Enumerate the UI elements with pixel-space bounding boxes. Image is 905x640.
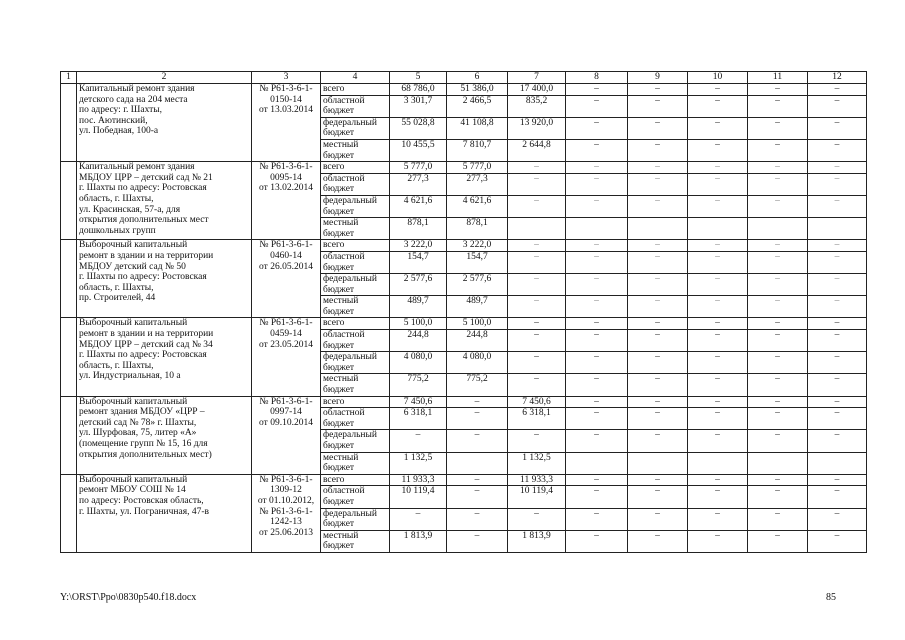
value-col-10: – xyxy=(688,508,748,530)
value-col-10: – xyxy=(688,173,748,195)
value-col-5: 489,7 xyxy=(390,296,447,318)
value-col-11: – xyxy=(748,251,808,273)
value-col-10 xyxy=(688,218,748,240)
value-col-9: – xyxy=(628,274,688,296)
value-col-10: – xyxy=(688,474,748,486)
value-col-5: 11 933,3 xyxy=(390,474,447,486)
value-col-12: – xyxy=(808,486,867,508)
value-col-10: – xyxy=(688,139,748,161)
value-col-6: 4 621,6 xyxy=(447,195,508,217)
value-col-8: – xyxy=(566,430,628,452)
value-col-9 xyxy=(628,452,688,474)
value-col-12: – xyxy=(808,84,867,96)
funding-source: федеральный бюджет xyxy=(321,195,390,217)
value-col-7: 835,2 xyxy=(508,95,566,117)
document-reference: № Р61-3-6-1- 0460-14 от 26.05.2014 xyxy=(252,240,321,318)
value-col-7: – xyxy=(508,173,566,195)
value-col-9: – xyxy=(628,240,688,252)
value-col-7: 1 813,9 xyxy=(508,530,566,552)
value-col-12: – xyxy=(808,173,867,195)
row-index-cell xyxy=(61,240,77,318)
value-col-7: 7 450,6 xyxy=(508,396,566,408)
value-col-6: 5 100,0 xyxy=(447,318,508,330)
column-header: 7 xyxy=(508,72,566,84)
value-col-12 xyxy=(808,218,867,240)
value-col-9: – xyxy=(628,251,688,273)
value-col-9: – xyxy=(628,139,688,161)
value-col-5: 10 119,4 xyxy=(390,486,447,508)
value-col-7: – xyxy=(508,296,566,318)
object-description: Выборочный капитальный ремонт МБОУ СОШ № 14 по адресу: Ростовская область, г. Шахты, ул. Пограничная, 47-в xyxy=(77,474,252,552)
column-header: 12 xyxy=(808,72,867,84)
funding-source: областной бюджет xyxy=(321,95,390,117)
funding-source: местный бюджет xyxy=(321,530,390,552)
value-col-9: – xyxy=(628,296,688,318)
value-col-5: 775,2 xyxy=(390,374,447,396)
value-col-5: 55 028,8 xyxy=(390,117,447,139)
value-col-6: 41 108,8 xyxy=(447,117,508,139)
column-header: 6 xyxy=(447,72,508,84)
value-col-5: 10 455,5 xyxy=(390,139,447,161)
table-row xyxy=(61,474,867,486)
column-header: 8 xyxy=(566,72,628,84)
table-row xyxy=(61,318,867,330)
value-col-8: – xyxy=(566,330,628,352)
value-col-12: – xyxy=(808,318,867,330)
row-index-cell xyxy=(61,162,77,240)
value-col-8: – xyxy=(566,251,628,273)
value-col-8 xyxy=(566,218,628,240)
funding-source: федеральный бюджет xyxy=(321,352,390,374)
value-col-11: – xyxy=(748,486,808,508)
value-col-12: – xyxy=(808,95,867,117)
value-col-7: – xyxy=(508,251,566,273)
value-col-12: – xyxy=(808,396,867,408)
funding-source: федеральный бюджет xyxy=(321,274,390,296)
value-col-11: – xyxy=(748,330,808,352)
value-col-5: 3 222,0 xyxy=(390,240,447,252)
value-col-5: 244,8 xyxy=(390,330,447,352)
value-col-6: – xyxy=(447,474,508,486)
object-description: Выборочный капитальный ремонт здания МБДОУ «ЦРР – детский сад № 78» г. Шахты, ул. Шурфовая, 75, литер «А» (помещение групп № 15, 16 для открытия дополнительных мест) xyxy=(77,396,252,474)
column-header: 3 xyxy=(252,72,321,84)
value-col-12: – xyxy=(808,162,867,174)
column-header: 4 xyxy=(321,72,390,84)
value-col-12: – xyxy=(808,274,867,296)
value-col-10: – xyxy=(688,95,748,117)
value-col-9: – xyxy=(628,486,688,508)
value-col-8: – xyxy=(566,240,628,252)
value-col-7 xyxy=(508,218,566,240)
value-col-12: – xyxy=(808,195,867,217)
value-col-12: – xyxy=(808,430,867,452)
document-reference: № Р61-3-6-1- 0997-14 от 09.10.2014 xyxy=(252,396,321,474)
funding-source: областной бюджет xyxy=(321,251,390,273)
column-header: 11 xyxy=(748,72,808,84)
value-col-5: 277,3 xyxy=(390,173,447,195)
value-col-7: 11 933,3 xyxy=(508,474,566,486)
value-col-12: – xyxy=(808,474,867,486)
value-col-9: – xyxy=(628,408,688,430)
value-col-8: – xyxy=(566,352,628,374)
table-row xyxy=(61,84,867,96)
value-col-9: – xyxy=(628,84,688,96)
value-col-11: – xyxy=(748,274,808,296)
value-col-6: 2 577,6 xyxy=(447,274,508,296)
value-col-10: – xyxy=(688,530,748,552)
value-col-9: – xyxy=(628,195,688,217)
value-col-6: 878,1 xyxy=(447,218,508,240)
value-col-11: – xyxy=(748,139,808,161)
funding-source: областной бюджет xyxy=(321,486,390,508)
value-col-9: – xyxy=(628,117,688,139)
value-col-9: – xyxy=(628,173,688,195)
value-col-8 xyxy=(566,452,628,474)
value-col-6: – xyxy=(447,396,508,408)
table-row xyxy=(61,162,867,174)
page-number: 85 xyxy=(826,592,836,603)
value-col-10: – xyxy=(688,318,748,330)
value-col-7: – xyxy=(508,508,566,530)
value-col-7: 17 400,0 xyxy=(508,84,566,96)
value-col-5: 3 301,7 xyxy=(390,95,447,117)
value-col-11: – xyxy=(748,173,808,195)
value-col-9: – xyxy=(628,396,688,408)
column-header: 2 xyxy=(77,72,252,84)
value-col-9: – xyxy=(628,530,688,552)
value-col-11: – xyxy=(748,396,808,408)
funding-source: всего xyxy=(321,318,390,330)
value-col-8: – xyxy=(566,173,628,195)
value-col-9: – xyxy=(628,374,688,396)
value-col-5: 5 777,0 xyxy=(390,162,447,174)
value-col-12: – xyxy=(808,296,867,318)
value-col-5: 1 132,5 xyxy=(390,452,447,474)
value-col-10 xyxy=(688,452,748,474)
object-description: Капитальный ремонт здания МБДОУ ЦРР – детский сад № 21 г. Шахты по адресу: Ростовская область, г. Шахты, ул. Красинская, 57-а, для открытия дополнительных мест дошкольных групп xyxy=(77,162,252,240)
column-header: 5 xyxy=(390,72,447,84)
column-header: 10 xyxy=(688,72,748,84)
value-col-5: – xyxy=(390,508,447,530)
value-col-7: 2 644,8 xyxy=(508,139,566,161)
value-col-6: 244,8 xyxy=(447,330,508,352)
funding-source: областной бюджет xyxy=(321,330,390,352)
value-col-11: – xyxy=(748,474,808,486)
value-col-6: – xyxy=(447,508,508,530)
funding-source: местный бюджет xyxy=(321,296,390,318)
value-col-8: – xyxy=(566,95,628,117)
column-header: 9 xyxy=(628,72,688,84)
value-col-5: 878,1 xyxy=(390,218,447,240)
value-col-8: – xyxy=(566,396,628,408)
table-row xyxy=(61,396,867,408)
value-col-8: – xyxy=(566,296,628,318)
value-col-11: – xyxy=(748,318,808,330)
value-col-10: – xyxy=(688,486,748,508)
value-col-11 xyxy=(748,452,808,474)
value-col-10: – xyxy=(688,374,748,396)
value-col-11: – xyxy=(748,408,808,430)
funding-source: федеральный бюджет xyxy=(321,430,390,452)
value-col-6: – xyxy=(447,486,508,508)
value-col-10: – xyxy=(688,274,748,296)
value-col-10: – xyxy=(688,296,748,318)
value-col-8: – xyxy=(566,486,628,508)
value-col-5: 7 450,6 xyxy=(390,396,447,408)
funding-source: местный бюджет xyxy=(321,452,390,474)
value-col-12: – xyxy=(808,240,867,252)
value-col-10: – xyxy=(688,430,748,452)
object-description: Выборочный капитальный ремонт в здании и на территории МБДОУ детский сад № 50 г. Шахты по адресу: Ростовская область, г. Шахты, пр. Строителей, 44 xyxy=(77,240,252,318)
value-col-12: – xyxy=(808,117,867,139)
value-col-11: – xyxy=(748,195,808,217)
value-col-11 xyxy=(748,218,808,240)
object-description: Капитальный ремонт здания детского сада на 204 места по адресу: г. Шахты, пос. Аютинский, ул. Победная, 100-а xyxy=(77,84,252,162)
value-col-12: – xyxy=(808,330,867,352)
funding-source: всего xyxy=(321,162,390,174)
value-col-5: 4 080,0 xyxy=(390,352,447,374)
value-col-9: – xyxy=(628,95,688,117)
value-col-9: – xyxy=(628,430,688,452)
value-col-8: – xyxy=(566,195,628,217)
value-col-10: – xyxy=(688,162,748,174)
value-col-12: – xyxy=(808,374,867,396)
funding-source: местный бюджет xyxy=(321,374,390,396)
value-col-12 xyxy=(808,452,867,474)
value-col-5: 1 813,9 xyxy=(390,530,447,552)
value-col-8: – xyxy=(566,84,628,96)
value-col-10: – xyxy=(688,251,748,273)
value-col-12: – xyxy=(808,251,867,273)
value-col-11: – xyxy=(748,430,808,452)
header-row xyxy=(61,72,867,84)
value-col-10: – xyxy=(688,330,748,352)
value-col-9: – xyxy=(628,318,688,330)
value-col-11: – xyxy=(748,508,808,530)
value-col-7: – xyxy=(508,430,566,452)
value-col-6: 3 222,0 xyxy=(447,240,508,252)
document-reference: № Р61-3-6-1- 0459-14 от 23.05.2014 xyxy=(252,318,321,396)
value-col-11: – xyxy=(748,84,808,96)
value-col-6 xyxy=(447,452,508,474)
value-col-6: 2 466,5 xyxy=(447,95,508,117)
value-col-6: 5 777,0 xyxy=(447,162,508,174)
value-col-6: 775,2 xyxy=(447,374,508,396)
value-col-8: – xyxy=(566,530,628,552)
funding-source: местный бюджет xyxy=(321,139,390,161)
value-col-8: – xyxy=(566,318,628,330)
row-index-cell xyxy=(61,84,77,162)
value-col-8: – xyxy=(566,408,628,430)
document-reference: № Р61-3-6-1- 1309-12 от 01.10.2012, № Р61-3-6-1- 1242-13 от 25.06.2013 xyxy=(252,474,321,552)
value-col-12: – xyxy=(808,352,867,374)
value-col-9: – xyxy=(628,162,688,174)
file-path: Y:\ORST\Ppo\0830p540.f18.docx xyxy=(60,592,197,603)
value-col-9 xyxy=(628,218,688,240)
value-col-11: – xyxy=(748,352,808,374)
value-col-9: – xyxy=(628,474,688,486)
value-col-5: 154,7 xyxy=(390,251,447,273)
funding-source: всего xyxy=(321,474,390,486)
funding-source: областной бюджет xyxy=(321,408,390,430)
value-col-5: 6 318,1 xyxy=(390,408,447,430)
value-col-6: 7 810,7 xyxy=(447,139,508,161)
value-col-5: 5 100,0 xyxy=(390,318,447,330)
value-col-7: – xyxy=(508,195,566,217)
value-col-10: – xyxy=(688,408,748,430)
value-col-7: – xyxy=(508,352,566,374)
value-col-11: – xyxy=(748,240,808,252)
value-col-10: – xyxy=(688,396,748,408)
value-col-7: – xyxy=(508,274,566,296)
funding-source: всего xyxy=(321,240,390,252)
value-col-6: 154,7 xyxy=(447,251,508,273)
value-col-12: – xyxy=(808,530,867,552)
value-col-10: – xyxy=(688,84,748,96)
value-col-6: 489,7 xyxy=(447,296,508,318)
value-col-6: 51 386,0 xyxy=(447,84,508,96)
row-index-cell xyxy=(61,396,77,474)
value-col-8: – xyxy=(566,139,628,161)
value-col-11: – xyxy=(748,95,808,117)
value-col-8: – xyxy=(566,374,628,396)
document-reference: № Р61-3-6-1- 0095-14 от 13.02.2014 xyxy=(252,162,321,240)
value-col-6: – xyxy=(447,530,508,552)
value-col-8: – xyxy=(566,162,628,174)
value-col-7: – xyxy=(508,374,566,396)
value-col-5: – xyxy=(390,430,447,452)
value-col-9: – xyxy=(628,508,688,530)
value-col-6: – xyxy=(447,430,508,452)
value-col-6: 4 080,0 xyxy=(447,352,508,374)
funding-source: местный бюджет xyxy=(321,218,390,240)
funding-source: всего xyxy=(321,396,390,408)
value-col-8: – xyxy=(566,274,628,296)
value-col-7: 13 920,0 xyxy=(508,117,566,139)
value-col-6: 277,3 xyxy=(447,173,508,195)
value-col-8: – xyxy=(566,508,628,530)
value-col-5: 4 621,6 xyxy=(390,195,447,217)
document-page xyxy=(60,71,867,553)
value-col-7: – xyxy=(508,240,566,252)
value-col-7: 10 119,4 xyxy=(508,486,566,508)
value-col-7: – xyxy=(508,162,566,174)
value-col-10: – xyxy=(688,352,748,374)
value-col-10: – xyxy=(688,117,748,139)
value-col-11: – xyxy=(748,530,808,552)
value-col-9: – xyxy=(628,352,688,374)
document-reference: № Р61-3-6-1- 0150-14 от 13.03.2014 xyxy=(252,84,321,162)
funding-source: всего xyxy=(321,84,390,96)
value-col-8: – xyxy=(566,474,628,486)
value-col-7: – xyxy=(508,330,566,352)
value-col-10: – xyxy=(688,195,748,217)
value-col-11: – xyxy=(748,162,808,174)
value-col-7: 1 132,5 xyxy=(508,452,566,474)
value-col-7: – xyxy=(508,318,566,330)
value-col-12: – xyxy=(808,508,867,530)
value-col-9: – xyxy=(628,330,688,352)
value-col-5: 2 577,6 xyxy=(390,274,447,296)
value-col-8: – xyxy=(566,117,628,139)
value-col-12: – xyxy=(808,408,867,430)
row-index-cell xyxy=(61,318,77,396)
value-col-11: – xyxy=(748,296,808,318)
value-col-10: – xyxy=(688,240,748,252)
value-col-6: – xyxy=(447,408,508,430)
value-col-7: 6 318,1 xyxy=(508,408,566,430)
value-col-11: – xyxy=(748,117,808,139)
value-col-12: – xyxy=(808,139,867,161)
column-header: 1 xyxy=(61,72,77,84)
row-index-cell xyxy=(61,474,77,552)
funding-source: федеральный бюджет xyxy=(321,508,390,530)
object-description: Выборочный капитальный ремонт в здании и на территории МБДОУ ЦРР – детский сад № 34 г. Шахты по адресу: Ростовская область, г. Шахты, ул. Индустриальная, 10 а xyxy=(77,318,252,396)
value-col-5: 68 786,0 xyxy=(390,84,447,96)
funding-source: федеральный бюджет xyxy=(321,117,390,139)
value-col-11: – xyxy=(748,374,808,396)
budget-table xyxy=(60,71,867,553)
table-row xyxy=(61,240,867,252)
funding-source: областной бюджет xyxy=(321,173,390,195)
